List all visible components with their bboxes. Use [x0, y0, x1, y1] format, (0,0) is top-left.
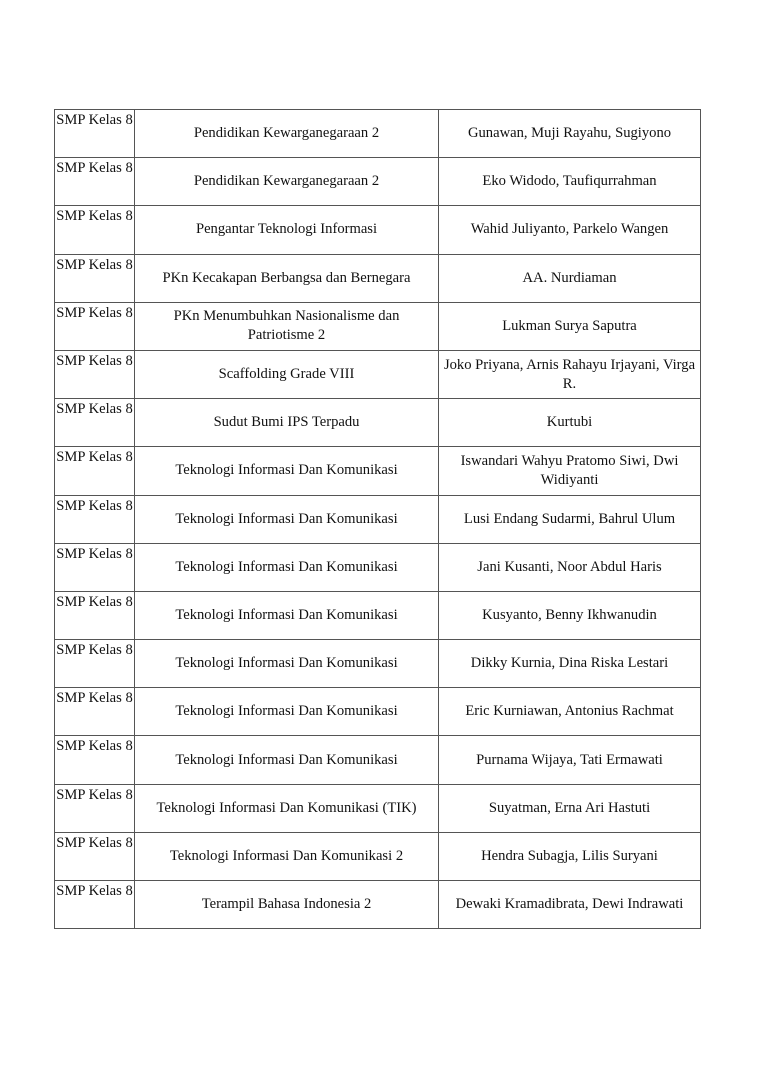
grade-cell: SMP Kelas 8 [55, 640, 135, 688]
table-row [55, 399, 701, 447]
grade-cell: SMP Kelas 8 [55, 495, 135, 543]
grade-cell: SMP Kelas 8 [55, 399, 135, 447]
authors-cell: Dewaki Kramadibrata, Dewi Indrawati [439, 881, 701, 929]
table-row [55, 110, 701, 158]
authors-cell: Hendra Subagja, Lilis Suryani [439, 832, 701, 880]
title-cell: PKn Menumbuhkan Nasionalisme dan Patriotisme 2 [135, 302, 439, 350]
grade-cell: SMP Kelas 8 [55, 832, 135, 880]
authors-cell: Joko Priyana, Arnis Rahayu Irjayani, Virga R. [439, 350, 701, 398]
grade-cell: SMP Kelas 8 [55, 784, 135, 832]
grade-cell: SMP Kelas 8 [55, 206, 135, 254]
authors-cell: Eric Kurniawan, Antonius Rachmat [439, 688, 701, 736]
authors-cell: Kusyanto, Benny Ikhwanudin [439, 591, 701, 639]
grade-cell: SMP Kelas 8 [55, 591, 135, 639]
table-body [55, 110, 701, 929]
table-row [55, 881, 701, 929]
table-row [55, 350, 701, 398]
table-row [55, 543, 701, 591]
authors-cell: Kurtubi [439, 399, 701, 447]
grade-cell: SMP Kelas 8 [55, 158, 135, 206]
grade-cell: SMP Kelas 8 [55, 688, 135, 736]
grade-cell: SMP Kelas 8 [55, 254, 135, 302]
title-cell: Teknologi Informasi Dan Komunikasi [135, 447, 439, 495]
table-row [55, 495, 701, 543]
title-cell: Teknologi Informasi Dan Komunikasi [135, 543, 439, 591]
authors-cell: Iswandari Wahyu Pratomo Siwi, Dwi Widiyanti [439, 447, 701, 495]
title-cell: PKn Kecakapan Berbangsa dan Bernegara [135, 254, 439, 302]
table-row [55, 302, 701, 350]
grade-cell: SMP Kelas 8 [55, 881, 135, 929]
title-cell: Teknologi Informasi Dan Komunikasi [135, 640, 439, 688]
table-row [55, 206, 701, 254]
title-cell: Pengantar Teknologi Informasi [135, 206, 439, 254]
title-cell: Pendidikan Kewarganegaraan 2 [135, 110, 439, 158]
grade-cell: SMP Kelas 8 [55, 447, 135, 495]
table-row [55, 640, 701, 688]
title-cell: Teknologi Informasi Dan Komunikasi 2 [135, 832, 439, 880]
authors-cell: Lukman Surya Saputra [439, 302, 701, 350]
table-row [55, 736, 701, 784]
authors-cell: Eko Widodo, Taufiqurrahman [439, 158, 701, 206]
grade-cell: SMP Kelas 8 [55, 350, 135, 398]
grade-cell: SMP Kelas 8 [55, 302, 135, 350]
authors-cell: Purnama Wijaya, Tati Ermawati [439, 736, 701, 784]
authors-cell: Jani Kusanti, Noor Abdul Haris [439, 543, 701, 591]
title-cell: Teknologi Informasi Dan Komunikasi (TIK) [135, 784, 439, 832]
book-list-table [54, 109, 701, 929]
table-row [55, 832, 701, 880]
table-row [55, 158, 701, 206]
title-cell: Teknologi Informasi Dan Komunikasi [135, 495, 439, 543]
table-row [55, 784, 701, 832]
authors-cell: Suyatman, Erna Ari Hastuti [439, 784, 701, 832]
title-cell: Terampil Bahasa Indonesia 2 [135, 881, 439, 929]
title-cell: Teknologi Informasi Dan Komunikasi [135, 591, 439, 639]
grade-cell: SMP Kelas 8 [55, 736, 135, 784]
title-cell: Scaffolding Grade VIII [135, 350, 439, 398]
grade-cell: SMP Kelas 8 [55, 110, 135, 158]
authors-cell: Lusi Endang Sudarmi, Bahrul Ulum [439, 495, 701, 543]
table-row [55, 688, 701, 736]
title-cell: Teknologi Informasi Dan Komunikasi [135, 736, 439, 784]
table-row [55, 591, 701, 639]
authors-cell: Gunawan, Muji Rayahu, Sugiyono [439, 110, 701, 158]
authors-cell: AA. Nurdiaman [439, 254, 701, 302]
authors-cell: Wahid Juliyanto, Parkelo Wangen [439, 206, 701, 254]
table-row [55, 447, 701, 495]
table-row [55, 254, 701, 302]
grade-cell: SMP Kelas 8 [55, 543, 135, 591]
title-cell: Teknologi Informasi Dan Komunikasi [135, 688, 439, 736]
title-cell: Pendidikan Kewarganegaraan 2 [135, 158, 439, 206]
title-cell: Sudut Bumi IPS Terpadu [135, 399, 439, 447]
authors-cell: Dikky Kurnia, Dina Riska Lestari [439, 640, 701, 688]
